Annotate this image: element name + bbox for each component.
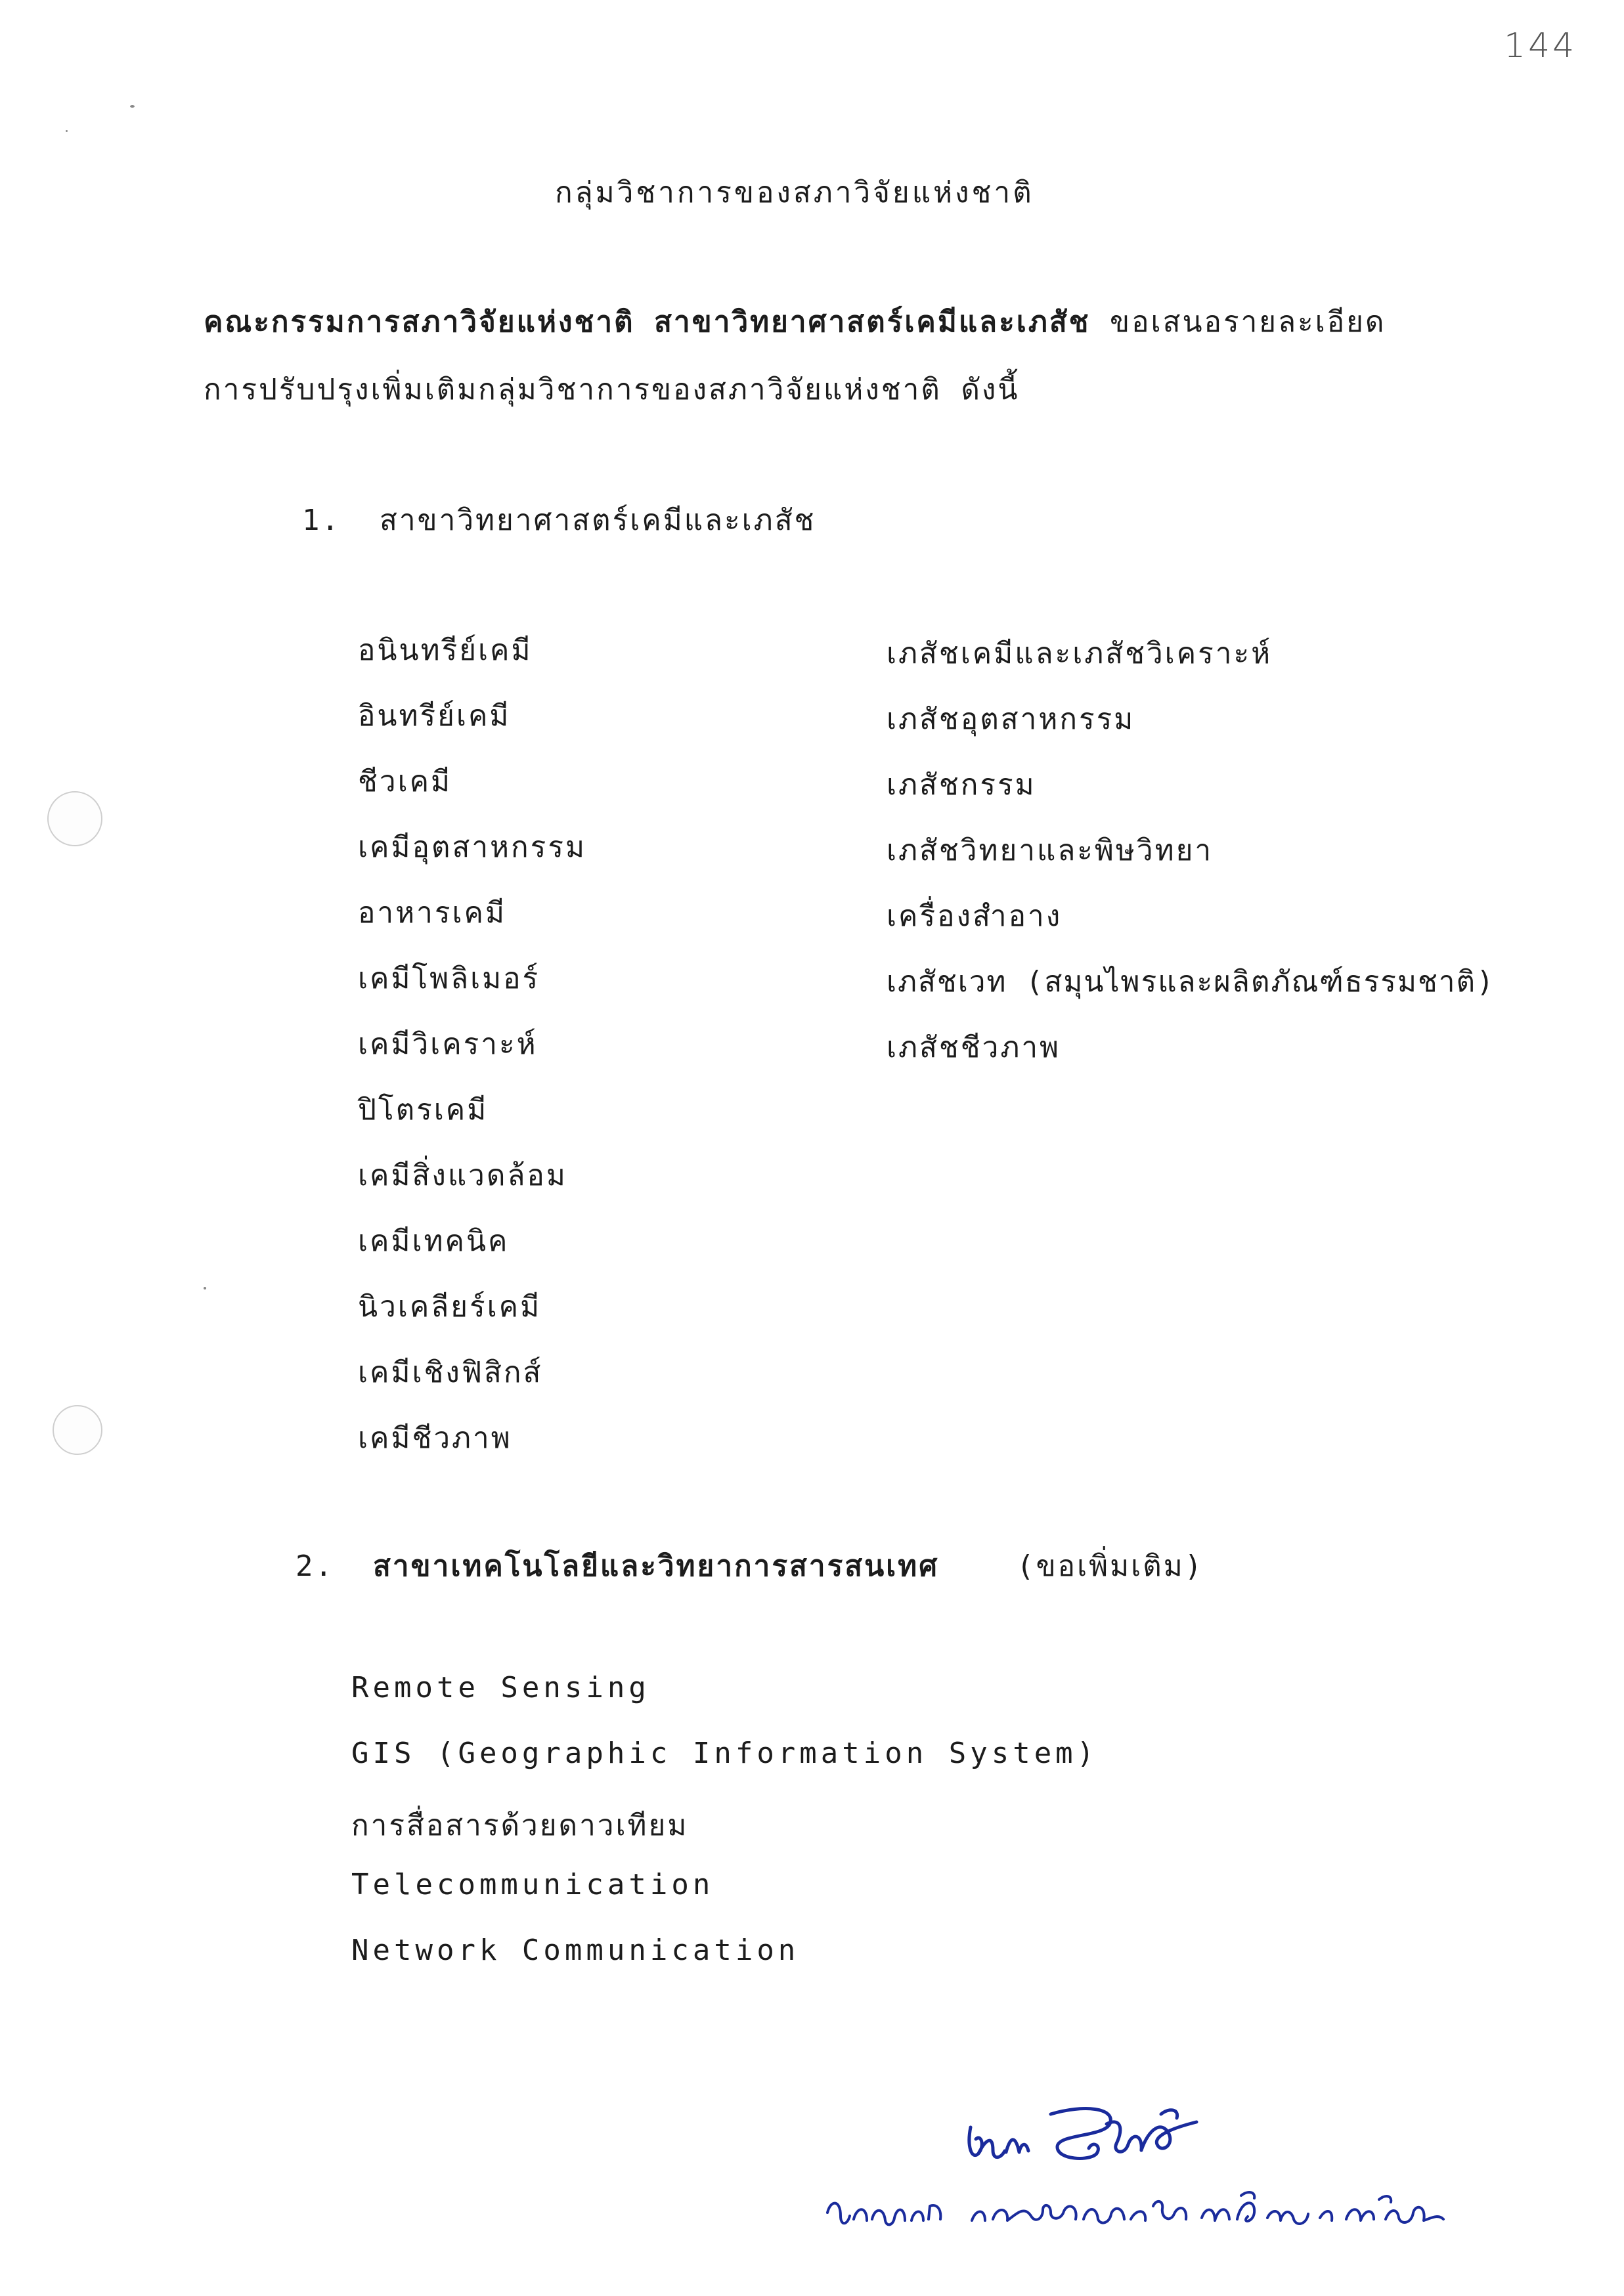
list-item: GIS (Geographic Information System) xyxy=(351,1737,1099,1770)
page-number: 144 xyxy=(1504,26,1577,66)
section-2-note: (ขอเพิ่มเติม) xyxy=(1017,1549,1204,1583)
section-2-number: 2. xyxy=(296,1549,334,1583)
section-2-title: สาขาเทคโนโลยีและวิทยาการสารสนเทศ xyxy=(372,1549,940,1583)
intro-bold: คณะกรรมการสภาวิจัยแห่งชาติ สาขาวิทยาศาสตร์เคมีและเภสัช xyxy=(204,305,1091,339)
intro-line-1 xyxy=(204,299,1386,345)
list-item: เคมีเชิงฟิสิกส์ xyxy=(358,1356,543,1389)
list-item: เคมีเทคนิค xyxy=(358,1224,510,1258)
list-item: อินทรีย์เคมี xyxy=(358,699,511,733)
list-item: เครื่องสำอาง xyxy=(887,899,1063,933)
intro-line-2: การปรับปรุงเพิ่มเติมกลุ่มวิชาการของสภาวิจัยแห่งชาติ ดังนี้ xyxy=(204,373,1020,406)
list-item: อนินทรีย์เคมี xyxy=(358,634,533,667)
punch-hole xyxy=(53,1405,102,1455)
list-item: Telecommunication xyxy=(351,1868,714,1901)
scan-speck xyxy=(204,1287,206,1289)
document-title: กลุ่มวิชาการของสภาวิจัยแห่งชาติ xyxy=(555,176,1034,209)
list-item: Network Communication xyxy=(351,1934,800,1967)
list-item: Remote Sensing xyxy=(351,1671,650,1704)
scan-speck xyxy=(130,105,135,108)
list-item: เคมีวิเคราะห์ xyxy=(358,1028,538,1061)
signature xyxy=(952,2088,1215,2173)
list-item: เภสัชวิทยาและพิษวิทยา xyxy=(887,834,1214,867)
list-item: นิวเคลียร์เคมี xyxy=(358,1290,542,1324)
list-item: เภสัชชีวภาพ xyxy=(887,1031,1061,1064)
list-item: เคมีชีวภาพ xyxy=(358,1421,512,1455)
section-1-number: 1. xyxy=(302,504,341,537)
list-item: การสื่อสารด้วยดาวเทียม xyxy=(351,1809,689,1842)
list-item: เคมีสิ่งแวดล้อม xyxy=(358,1159,567,1192)
list-item: อาหารเคมี xyxy=(358,896,506,930)
section-1-title: สาขาวิทยาศาสตร์เคมีและเภสัช xyxy=(379,504,816,537)
list-item: เคมีอุตสาหกรรม xyxy=(358,831,586,864)
list-item: เภสัชกรรม xyxy=(887,768,1036,802)
punch-hole xyxy=(47,791,102,846)
list-item: เภสัชเคมีและเภสัชวิเคราะห์ xyxy=(887,637,1273,670)
intro-rest: ขอเสนอรายละเอียด xyxy=(1110,305,1386,339)
list-item: เภสัชเวท (สมุนไพรและผลิตภัณฑ์ธรรมชาติ) xyxy=(887,965,1495,999)
handwritten-caption xyxy=(821,2180,1458,2239)
scan-speck xyxy=(66,130,68,132)
list-item: ชีวเคมี xyxy=(358,765,452,798)
list-item: เภสัชอุตสาหกรรม xyxy=(887,703,1135,736)
section-2-heading xyxy=(296,1543,1204,1589)
list-item: เคมีโพลิเมอร์ xyxy=(358,962,540,995)
section-1-heading xyxy=(302,497,816,543)
list-item: ปิโตรเคมี xyxy=(358,1093,489,1127)
